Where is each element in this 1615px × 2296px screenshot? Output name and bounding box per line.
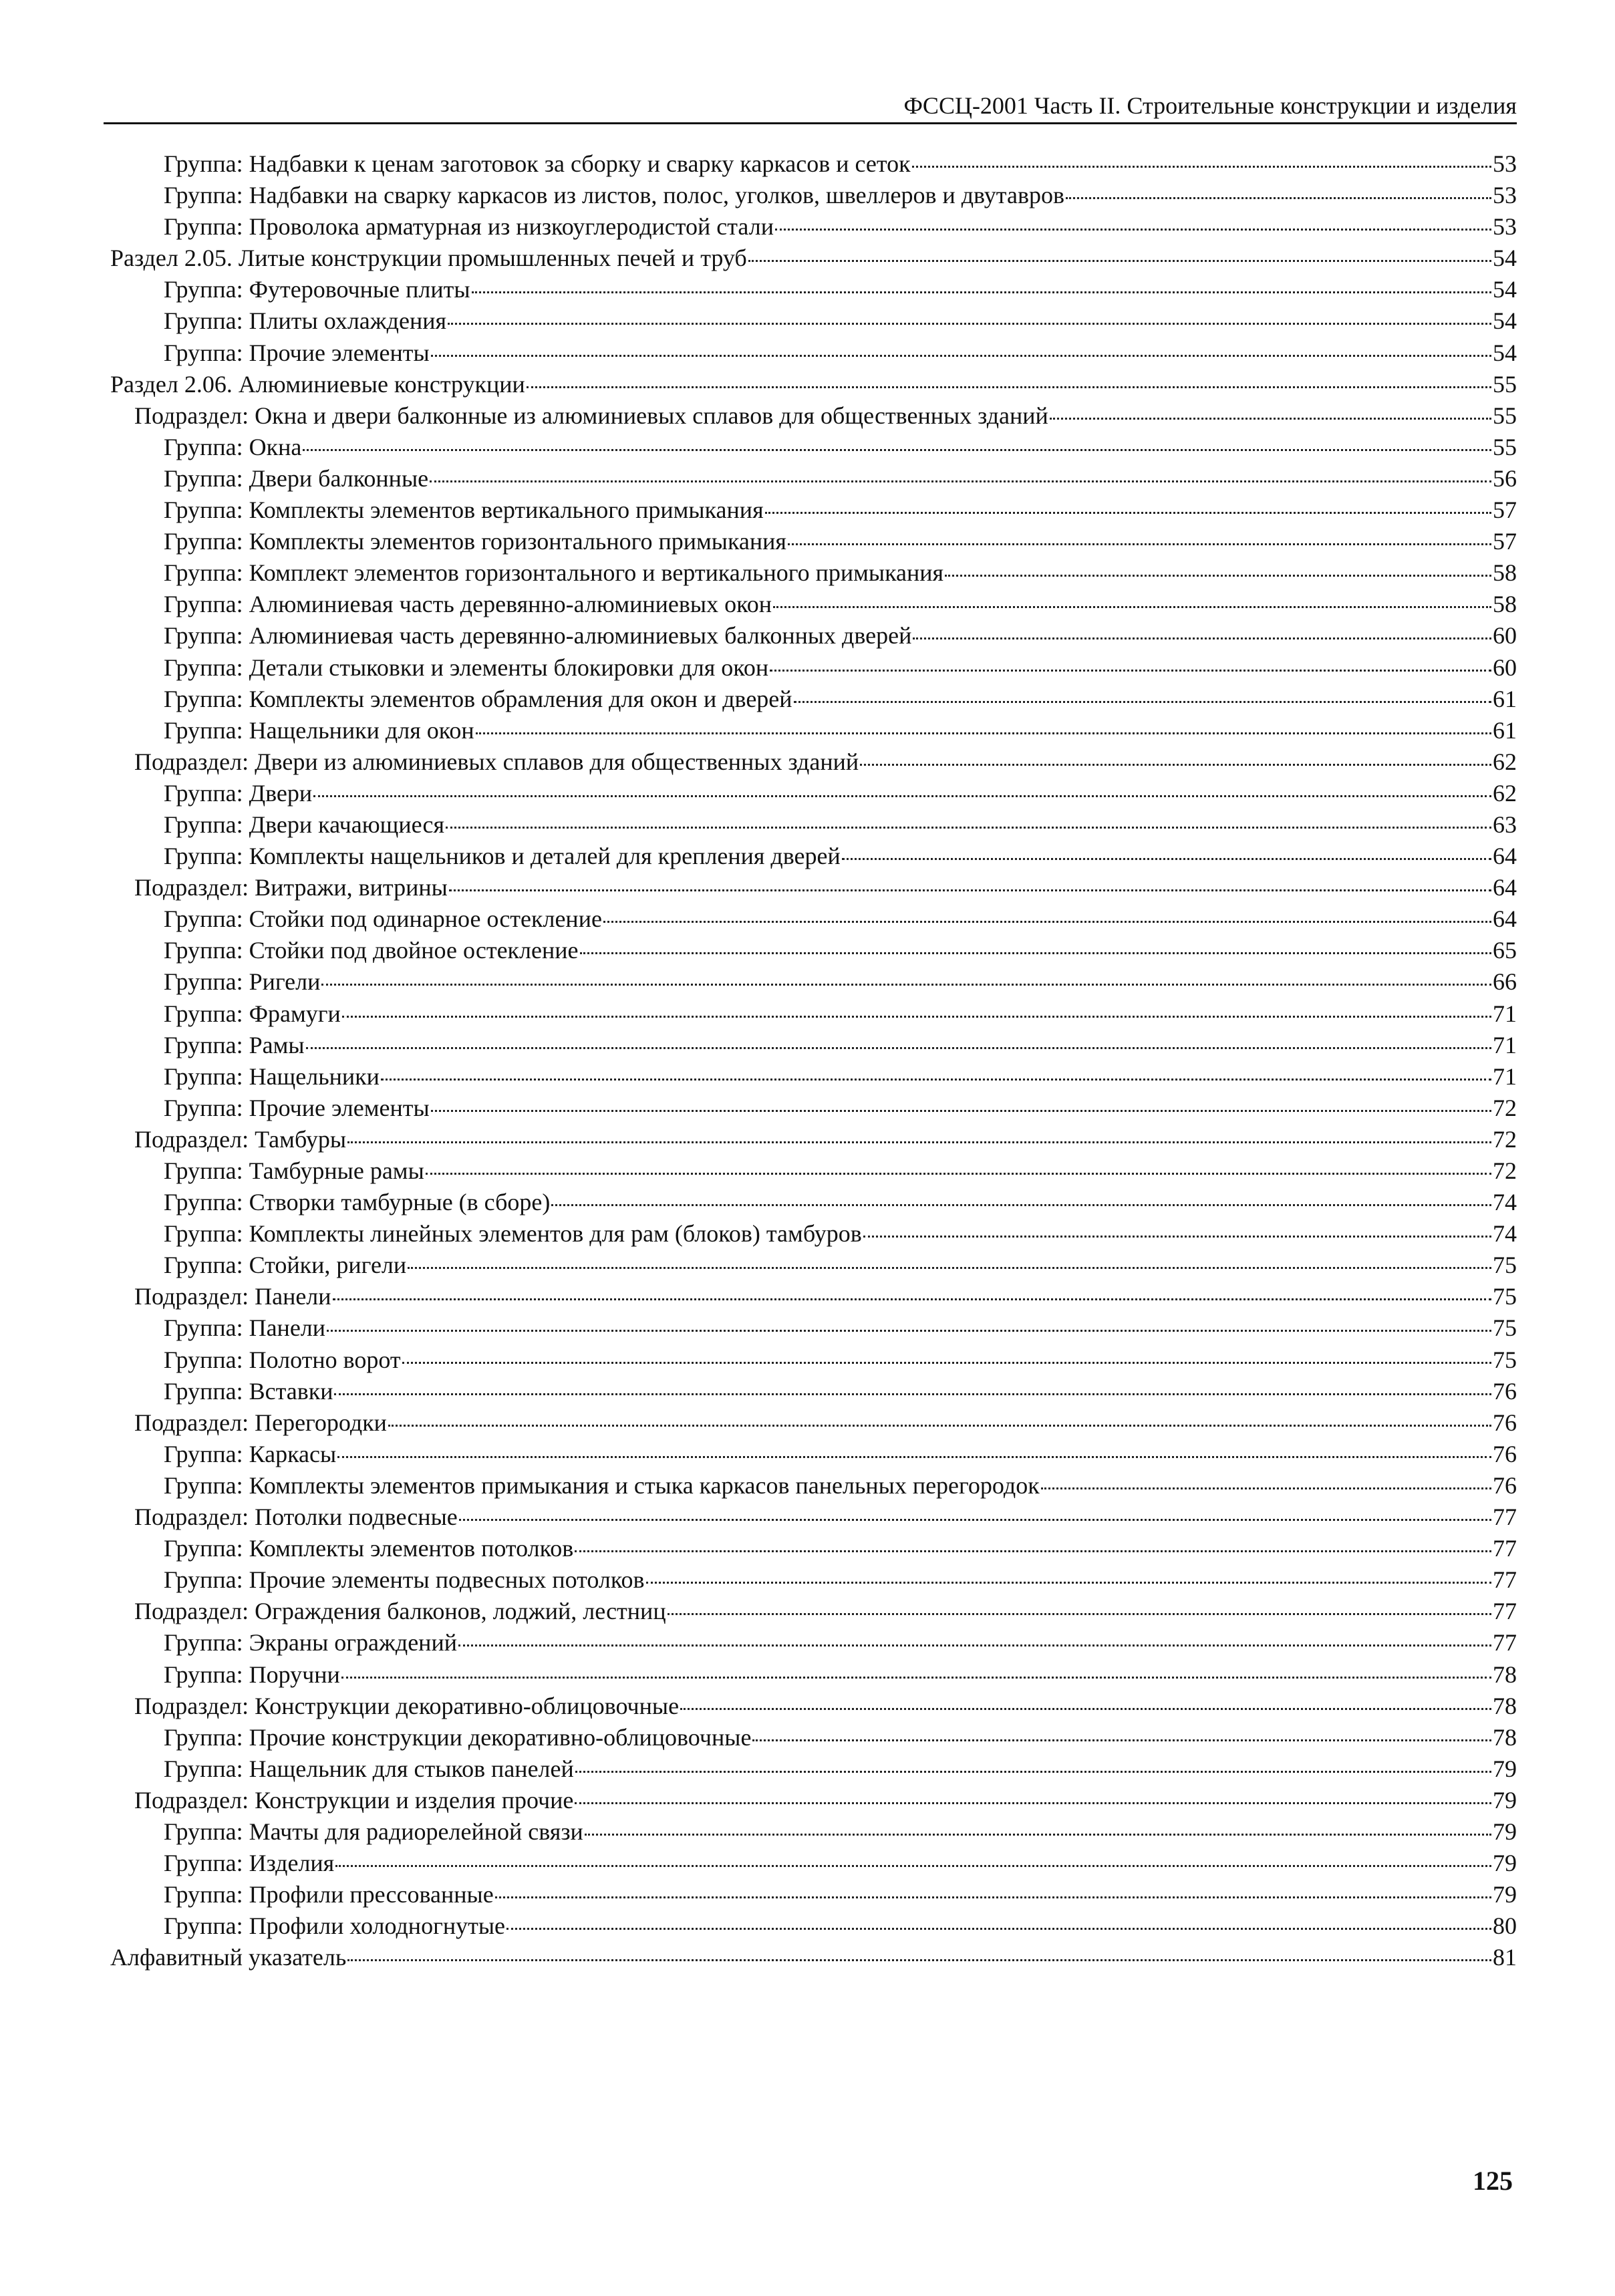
dot-leader [575,1771,1491,1773]
toc-entry[interactable] [104,400,1517,432]
toc-entry-page: 72 [1493,1125,1517,1153]
toc-entry-label: Группа: Профили холодногнутые [164,1912,505,1940]
toc-entry-page: 65 [1493,937,1517,964]
toc-entry-label: Группа: Двери [164,779,313,807]
toc-entry[interactable] [104,684,1517,715]
toc-entry-label: Группа: Ригели [164,968,321,996]
toc-entry-page: 75 [1493,1314,1517,1342]
dot-leader [446,827,1491,829]
toc-entry-page: 71 [1493,1000,1517,1027]
toc-entry-label: Группа: Поручни [164,1661,340,1688]
toc-entry-page: 72 [1493,1094,1517,1121]
toc-entry-label: Группа: Детали стыковки и элементы блокировки для окон [164,654,769,681]
toc-entry-page: 56 [1493,464,1517,492]
toc-entry-label: Подраздел: Панели [134,1283,331,1310]
dot-leader [426,1173,1491,1175]
toc-entry[interactable] [104,1910,1517,1942]
dot-leader [945,575,1491,577]
toc-entry[interactable] [104,526,1517,557]
dot-leader [646,1582,1491,1584]
toc-entry-page: 61 [1493,716,1517,744]
toc-entry[interactable] [104,557,1517,589]
toc-entry-page: 77 [1493,1566,1517,1594]
toc-entry-label: Группа: Прочие элементы подвесных потолков [164,1566,645,1594]
toc-entry-page: 58 [1493,559,1517,587]
toc-entry-page: 60 [1493,622,1517,650]
dot-leader [408,1267,1491,1269]
toc-entry[interactable] [104,1030,1517,1061]
toc-entry[interactable] [104,1376,1517,1407]
toc-entry-page: 78 [1493,1661,1517,1688]
dot-leader [388,1425,1491,1427]
dot-leader [449,889,1491,891]
toc-entry-page: 57 [1493,496,1517,524]
toc-entry-label: Группа: Окна [164,433,302,460]
toc-entry-label: Подраздел: Тамбуры [134,1125,347,1153]
dot-leader [585,1834,1491,1836]
dot-leader [527,386,1491,388]
toc-entry-label: Группа: Двери качающиеся [164,811,445,838]
dot-leader [347,1959,1491,1961]
toc-entry-label: Группа: Фрамуги [164,1000,341,1027]
toc-entry[interactable] [104,1250,1517,1281]
toc-entry[interactable] [104,1501,1517,1533]
toc-entry[interactable] [104,841,1517,872]
dot-leader [430,480,1491,482]
toc-entry[interactable] [104,1942,1517,1973]
toc-entry[interactable] [104,1187,1517,1218]
toc-entry[interactable] [104,432,1517,463]
toc-entry-page: 81 [1493,1944,1517,1971]
dot-leader [842,858,1491,860]
dot-leader [1066,197,1491,199]
toc-entry[interactable] [104,337,1517,369]
toc-entry[interactable] [104,1061,1517,1093]
toc-entry[interactable] [104,494,1517,526]
dot-leader [680,1708,1491,1710]
toc-entry[interactable] [104,243,1517,274]
dot-leader [472,291,1491,293]
dot-leader [860,764,1491,766]
toc-entry[interactable] [104,1816,1517,1848]
toc-entry[interactable] [104,1093,1517,1124]
toc-entry-label: Алфавитный указатель [110,1944,347,1971]
dot-leader [575,1802,1491,1804]
toc-entry-label: Подраздел: Потолки подвесные [134,1503,458,1531]
toc-entry[interactable] [104,1312,1517,1344]
toc-entry[interactable] [104,1785,1517,1816]
toc-entry-label: Группа: Комплекты элементов горизонтального примыкания [164,528,786,555]
toc-entry[interactable] [104,211,1517,243]
toc-entry-label: Подраздел: Витражи, витрины [134,874,448,901]
toc-entry-label: Группа: Прочие конструкции декоративно-облицовочные [164,1723,752,1751]
toc-entry-label: Группа: Панели [164,1314,326,1342]
toc-entry[interactable] [104,809,1517,841]
toc-entry-label: Подраздел: Ограждения балконов, лоджий, лестниц [134,1598,666,1625]
dot-leader [495,1896,1491,1898]
toc-entry-page: 55 [1493,370,1517,398]
toc-entry-page: 77 [1493,1629,1517,1657]
dot-leader [788,543,1491,545]
dot-leader [1041,1487,1491,1489]
dot-leader [335,1865,1491,1867]
toc-entry-label: Группа: Стойки под одинарное остекление [164,905,602,933]
toc-entry-page: 63 [1493,811,1517,838]
toc-entry-page: 77 [1493,1535,1517,1562]
toc-entry-page: 79 [1493,1818,1517,1845]
dot-leader [476,732,1491,734]
toc-entry[interactable] [104,1848,1517,1879]
dot-leader [402,1362,1491,1364]
toc-entry-page: 62 [1493,748,1517,775]
toc-entry-page: 78 [1493,1723,1517,1751]
dot-leader [913,637,1491,639]
toc-entry-page: 76 [1493,1409,1517,1436]
dot-leader [752,1739,1491,1741]
toc-entry-label: Группа: Изделия [164,1850,335,1877]
toc-entry-label: Подраздел: Окна и двери балконные из алюминиевых сплавов для общественных зданий [134,402,1048,429]
dot-leader [347,1141,1491,1143]
toc-entry-page: 54 [1493,307,1517,335]
toc-entry-page: 74 [1493,1220,1517,1248]
dot-leader [459,1519,1491,1521]
toc-entry-page: 55 [1493,433,1517,460]
dot-leader [773,606,1491,608]
dot-leader [912,166,1491,168]
toc-entry-page: 64 [1493,874,1517,901]
dot-leader [337,1456,1491,1458]
toc-entry[interactable] [104,180,1517,211]
toc-entry-page: 76 [1493,1377,1517,1405]
table-of-contents [104,148,1517,1973]
dot-leader [448,323,1491,325]
toc-entry-label: Группа: Каркасы [164,1440,337,1467]
toc-entry-page: 74 [1493,1189,1517,1216]
toc-entry-page: 79 [1493,1850,1517,1877]
toc-entry[interactable] [104,369,1517,400]
toc-entry[interactable] [104,935,1517,966]
toc-entry-page: 75 [1493,1346,1517,1373]
toc-entry-page: 80 [1493,1912,1517,1940]
toc-entry-page: 54 [1493,339,1517,366]
dot-leader [506,1928,1491,1930]
toc-entry-label: Группа: Вставки [164,1377,333,1405]
toc-entry-label: Группа: Полотно ворот [164,1346,401,1373]
toc-entry-page: 66 [1493,968,1517,996]
dot-leader [431,1110,1491,1112]
toc-entry-page: 58 [1493,591,1517,618]
toc-entry[interactable] [104,1659,1517,1691]
toc-entry-label: Группа: Нащельник для стыков панелей [164,1755,574,1782]
dot-leader [431,355,1491,357]
toc-entry-page: 77 [1493,1503,1517,1531]
toc-entry-label: Группа: Комплекты элементов обрамления для окон и дверей [164,685,792,712]
toc-entry-label: Группа: Экраны ограждений [164,1629,457,1657]
toc-entry[interactable] [104,463,1517,494]
toc-entry-label: Группа: Алюминиевая часть деревянно-алюминиевых балконных дверей [164,622,912,650]
toc-entry-label: Группа: Надбавки к ценам заготовок за сборку и сварку каркасов и сеток [164,150,911,177]
toc-entry-label: Группа: Комплекты линейных элементов для рам (блоков) тамбуров [164,1220,862,1248]
toc-entry-page: 61 [1493,685,1517,712]
toc-entry[interactable] [104,1155,1517,1187]
toc-entry-label: Группа: Стойки под двойное остекление [164,937,579,964]
toc-entry[interactable] [104,1722,1517,1753]
toc-entry[interactable] [104,1407,1517,1439]
toc-entry-page: 78 [1493,1692,1517,1719]
toc-entry-label: Группа: Комплекты элементов примыкания и стыка каркасов панельных перегородок [164,1471,1040,1499]
toc-entry-page: 54 [1493,276,1517,303]
toc-entry-label: Группа: Нащельники для окон [164,716,474,744]
toc-entry-label: Раздел 2.05. Литые конструкции промышленных печей и труб [110,245,747,272]
toc-entry-label: Группа: Профили прессованные [164,1881,494,1908]
toc-entry[interactable] [104,1344,1517,1376]
toc-entry[interactable] [104,872,1517,903]
dot-leader [551,1204,1491,1206]
toc-entry[interactable] [104,1439,1517,1470]
dot-leader [306,1047,1491,1049]
toc-entry-page: 79 [1493,1786,1517,1814]
dot-leader [342,1016,1491,1018]
toc-entry[interactable] [104,1470,1517,1501]
toc-entry-label: Группа: Мачты для радиорелейной связи [164,1818,583,1845]
toc-entry-label: Группа: Тамбурные рамы [164,1157,424,1184]
toc-entry[interactable] [104,274,1517,305]
toc-entry-label: Группа: Комплект элементов горизонтального и вертикального примыкания [164,559,944,587]
toc-entry-label: Группа: Плиты охлаждения [164,307,447,335]
toc-entry-page: 55 [1493,402,1517,429]
toc-entry-label: Группа: Футеровочные плиты [164,276,470,303]
toc-entry-page: 53 [1493,182,1517,209]
toc-entry-label: Подраздел: Перегородки [134,1409,387,1436]
dot-leader [321,984,1491,986]
dot-leader [313,795,1491,797]
toc-entry[interactable] [104,715,1517,746]
toc-entry-page: 54 [1493,245,1517,272]
toc-entry[interactable] [104,746,1517,778]
toc-entry[interactable] [104,1564,1517,1596]
toc-entry-label: Группа: Алюминиевая часть деревянно-алюминиевых окон [164,591,772,618]
toc-entry[interactable] [104,1753,1517,1785]
dot-leader [580,952,1492,954]
dot-leader [575,1550,1491,1552]
dot-leader [863,1236,1491,1238]
toc-entry-label: Группа: Надбавки на сварку каркасов из листов, полос, уголков, швеллеров и двутавров [164,182,1064,209]
toc-entry-page: 71 [1493,1031,1517,1058]
toc-entry[interactable] [104,1218,1517,1250]
toc-entry-page: 53 [1493,213,1517,241]
dot-leader [458,1644,1491,1646]
toc-entry[interactable] [104,1627,1517,1659]
toc-entry[interactable] [104,148,1517,180]
toc-entry-page: 62 [1493,779,1517,807]
dot-leader [333,1298,1491,1300]
toc-entry-page: 64 [1493,843,1517,870]
toc-entry-page: 75 [1493,1283,1517,1310]
dot-leader [327,1330,1491,1332]
dot-leader [770,670,1491,672]
toc-entry-label: Группа: Комплекты элементов потолков [164,1535,574,1562]
toc-entry-label: Группа: Комплекты нащельников и деталей для крепления дверей [164,843,841,870]
toc-entry[interactable] [104,1691,1517,1722]
dot-leader [341,1677,1491,1679]
toc-entry[interactable] [104,1533,1517,1564]
toc-entry-page: 64 [1493,905,1517,933]
toc-entry[interactable] [104,1879,1517,1910]
toc-entry-label: Раздел 2.06. Алюминиевые конструкции [110,370,525,398]
toc-entry[interactable] [104,305,1517,337]
toc-entry[interactable] [104,903,1517,935]
dot-leader [748,260,1491,262]
dot-leader [668,1613,1491,1615]
toc-entry-label: Группа: Нащельники [164,1062,380,1090]
dot-leader [765,512,1491,514]
toc-entry-label: Группа: Двери балконные [164,464,429,492]
toc-entry[interactable] [104,589,1517,620]
dot-leader [603,921,1491,923]
dot-leader [775,229,1491,231]
toc-entry[interactable] [104,1281,1517,1312]
toc-entry-page: 75 [1493,1252,1517,1279]
dot-leader [1050,418,1491,420]
toc-entry-page: 53 [1493,150,1517,177]
toc-entry[interactable] [104,620,1517,652]
running-header [104,89,1517,124]
dot-leader [381,1079,1491,1081]
toc-entry-label: Подраздел: Конструкции декоративно-облицовочные [134,1692,680,1719]
header-title: ФССЦ-2001 Часть II. Строительные конструкции и изделия [903,92,1517,119]
toc-entry-label: Группа: Рамы [164,1031,305,1058]
toc-entry-label: Группа: Проволока арматурная из низкоуглеродистой стали [164,213,774,241]
toc-entry-page: 79 [1493,1755,1517,1782]
toc-entry[interactable] [104,778,1517,809]
toc-entry-page: 77 [1493,1598,1517,1625]
toc-entry-label: Группа: Створки тамбурные (в сборе) [164,1189,551,1216]
dot-leader [334,1393,1491,1395]
toc-entry[interactable] [104,1124,1517,1155]
toc-entry-page: 71 [1493,1062,1517,1090]
toc-entry[interactable] [104,1596,1517,1627]
toc-entry-page: 57 [1493,528,1517,555]
toc-entry-label: Подраздел: Двери из алюминиевых сплавов для общественных зданий [134,748,859,775]
dot-leader [794,701,1491,703]
toc-entry-label: Группа: Прочие элементы [164,339,430,366]
toc-entry[interactable] [104,652,1517,684]
toc-entry[interactable] [104,998,1517,1030]
toc-entry-label: Подраздел: Конструкции и изделия прочие [134,1786,574,1814]
toc-entry-label: Группа: Комплекты элементов вертикального примыкания [164,496,764,524]
toc-entry-page: 76 [1493,1440,1517,1467]
toc-entry[interactable] [104,966,1517,998]
toc-entry-label: Группа: Прочие элементы [164,1094,430,1121]
dot-leader [303,449,1491,451]
toc-entry-label: Группа: Стойки, ригели [164,1252,407,1279]
toc-entry-page: 79 [1493,1881,1517,1908]
toc-entry-page: 60 [1493,654,1517,681]
page-number: 125 [1473,2166,1513,2196]
toc-entry-page: 76 [1493,1471,1517,1499]
toc-entry-page: 72 [1493,1157,1517,1184]
